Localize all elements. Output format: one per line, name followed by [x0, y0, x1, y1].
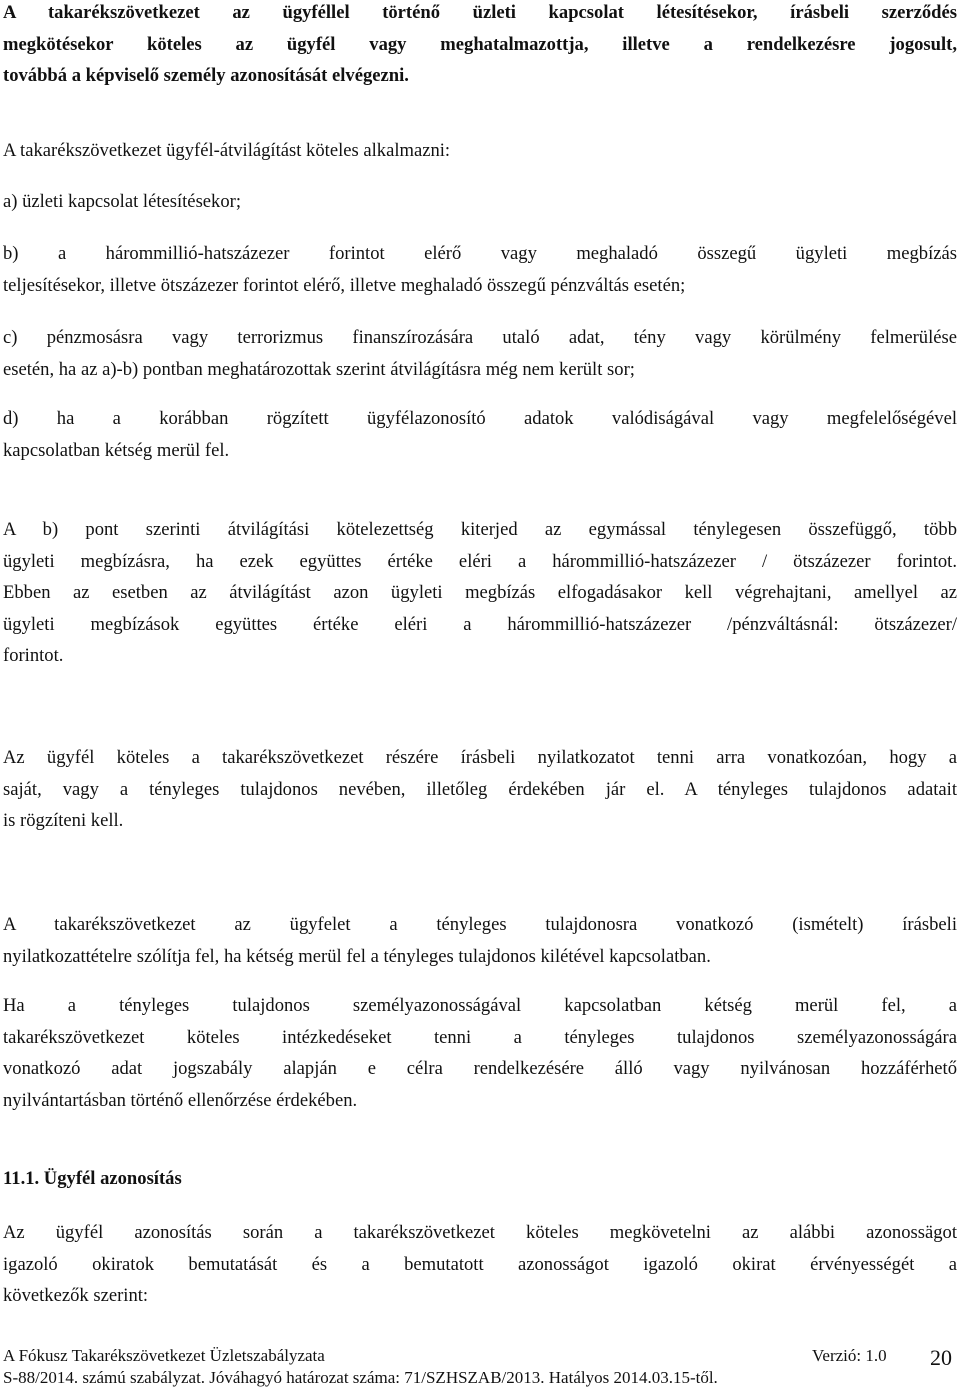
- text-line: b) a hárommillió-hatszázezer forintot elérő vagy meghaladó összegű ügyleti megbízás: [3, 243, 957, 264]
- footer-approval: S-88/2014. számú szabályzat. Jóváhagyó határozat száma: 71/SZHSZAB/2013. Hatályos 2014.03.15-től.: [3, 1368, 718, 1387]
- footer-title: A Fókusz Takarékszövetkezet Üzletszabályzata: [3, 1346, 325, 1365]
- text-line: következők szerint:: [3, 1285, 149, 1306]
- text-line: nyilatkozattételre szólítja fel, ha kétség merül fel a tényleges tulajdonos kilétével kapcsolatban.: [3, 945, 711, 967]
- list-item-d: [3, 403, 957, 466]
- list-item-b: [3, 238, 957, 301]
- text-line: a) üzleti kapcsolat létesítésekor;: [3, 191, 242, 212]
- text-line: Az ügyfél azonosítás során a takarékszövetkezet köteles megkövetelni az alábbi azonossägot: [3, 1222, 957, 1243]
- text-line: esetén, ha az a)-b) pontban meghatározottak szerint átvilágításra még nem került sor;: [3, 358, 635, 380]
- list-item-a: [3, 186, 957, 218]
- paragraph-renewed-declaration: [3, 909, 957, 972]
- paragraph-doubt: [3, 990, 957, 1116]
- page-number: 20: [930, 1345, 952, 1370]
- text-line: ügyleti megbízásra, ha ezek együttes értéke eléri a hárommillió-hatszázezer / ötszázezer forintot.: [3, 550, 957, 572]
- lead-sentence: [3, 135, 957, 167]
- text-line: megkötésekor köteles az ügyfél vagy meghatalmazottja, illetve a rendelkezésre jogosult,: [3, 33, 957, 55]
- text-line: Az ügyfél köteles a takarékszövetkezet részére írásbeli nyilatkozatot tenni arra vonatkozóan, hogy a: [3, 747, 957, 768]
- paragraph-identification: [3, 1217, 957, 1312]
- text-line: c) pénzmosásra vagy terrorizmus finanszírozására utaló adat, tény vagy körülmény felmerülése: [3, 327, 957, 348]
- text-line: A takarékszövetkezet az ügyféllel történő üzleti kapcsolat létesítésekor, írásbeli szerződés: [3, 2, 957, 23]
- intro-paragraph: [3, 0, 957, 92]
- footer-version: Verzió: 1.0: [812, 1346, 887, 1365]
- section-heading: 11.1. Ügyfél azonosítás: [3, 1168, 182, 1189]
- text-line: nyilvántartásban történő ellenőrzése érdekében.: [3, 1089, 358, 1111]
- paragraph-declaration: [3, 742, 957, 837]
- text-line: kapcsolatban kétség merül fel.: [3, 439, 230, 461]
- text-line: A takarékszövetkezet ügyfél-átvilágítást köteles alkalmazni:: [3, 140, 451, 161]
- paragraph-b-clause: [3, 514, 957, 672]
- text-line: A b) pont szerinti átvilágítási kötelezettség kiterjed az egymással ténylegesen összefüggő, több: [3, 519, 957, 540]
- text-line: Ebben az esetben az átvilágítást azon ügyleti megbízás elfogadásakor kell végrehajtani, amellyel az: [3, 582, 957, 603]
- text-line: d) ha a korábban rögzített ügyfélazonosító adatok valódiságával vagy megfelelőségével: [3, 408, 957, 429]
- text-line: továbbá a képviselő személy azonosítását elvégezni.: [3, 65, 409, 86]
- text-line: teljesítésekor, illetve ötszázezer forintot elérő, illetve meghaladó összegű pénzváltás esetén;: [3, 274, 686, 296]
- text-line: A takarékszövetkezet az ügyfelet a tényleges tulajdonosra vonatkozó (ismételt) írásbeli: [3, 914, 957, 935]
- text-line: forintot.: [3, 645, 64, 666]
- text-line: vonatkozó adat jogszabály alapján e célra rendelkezésére álló vagy nyilvánosan hozzáférhető: [3, 1058, 957, 1079]
- text-line: takarékszövetkezet köteles intézkedéseket tenni a tényleges tulajdonos személyazonosságára: [3, 1026, 957, 1048]
- text-line: igazoló okiratok bemutatását és a bemutatott azonosságot igazoló okirat érvényességét a: [3, 1253, 957, 1275]
- text-line: saját, vagy a tényleges tulajdonos nevében, illetőleg érdekében jár el. A tényleges tulajdonos adatait: [3, 778, 957, 800]
- list-item-c: [3, 322, 957, 385]
- text-line: Ha a tényleges tulajdonos személyazonosságával kapcsolatban kétség merül fel, a: [3, 995, 957, 1016]
- text-line: is rögzíteni kell.: [3, 810, 124, 831]
- text-line: ügyleti megbízások együttes értéke eléri a hárommillió-hatszázezer /pénzváltásnál: ötszázezer/: [3, 613, 957, 635]
